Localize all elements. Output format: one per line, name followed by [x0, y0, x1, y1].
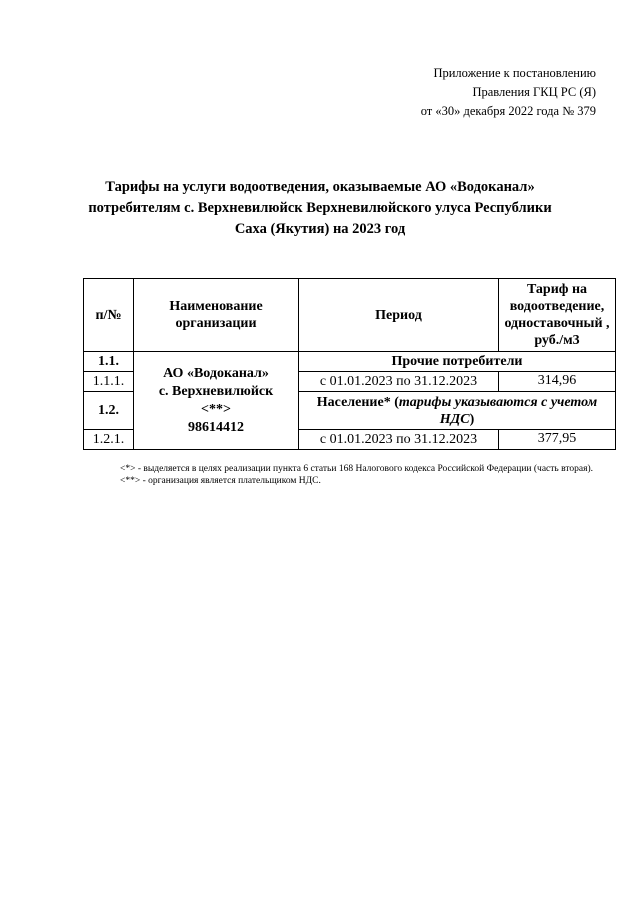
appendix-header: [421, 64, 596, 121]
document-title: [60, 177, 580, 240]
footnote-2: <**> - организация является плательщиком НДС.: [120, 476, 321, 486]
title-line-2: потребителям с. Верхневилюйск Верхневилюйского улуса Республики: [88, 200, 552, 216]
row-num: 1.1.1.: [84, 372, 134, 392]
row-num: 1.1.: [84, 352, 134, 372]
title-line-3: Саха (Якутия) на 2023 год: [234, 221, 406, 237]
tariff-table: [83, 278, 616, 450]
header-org: Наименование организации: [134, 279, 299, 352]
org-name: АО «Водоканал»: [163, 365, 269, 381]
org-cell: [134, 352, 299, 450]
section-label-italic: тарифы указываются с учетом НДС: [398, 394, 598, 427]
row-period: с 01.01.2023 по 31.12.2023: [299, 430, 499, 450]
table-header-row: [84, 279, 616, 352]
org-code: 98614412: [188, 419, 244, 435]
appendix-line-1: Приложение к постановлению: [433, 66, 596, 80]
row-tariff: 377,95: [499, 430, 616, 450]
row-tariff: 314,96: [499, 372, 616, 392]
header-period: Период: [299, 279, 499, 352]
section-label-plain: Население* (: [316, 394, 399, 410]
header-num: п/№: [84, 279, 134, 352]
org-location: с. Верхневилюйск: [158, 383, 274, 399]
table-row: [84, 352, 616, 372]
section-label: Прочие потребители: [299, 352, 616, 372]
footnote-1: <*> - выделяется в целях реализации пункта 6 статьи 168 Налогового кодекса Российской Федерации (часть вторая).: [120, 464, 594, 474]
header-tariff: Тариф на водоотведение, одноставочный , руб./м3: [499, 279, 616, 352]
section-label: [299, 392, 616, 430]
row-num: 1.2.: [84, 392, 134, 430]
title-line-1: Тарифы на услуги водоотведения, оказываемые АО «Водоканал»: [105, 179, 535, 195]
row-period: с 01.01.2023 по 31.12.2023: [299, 372, 499, 392]
row-num: 1.2.1.: [84, 430, 134, 450]
footnotes: [76, 463, 606, 487]
org-note-ref: <**>: [201, 401, 231, 417]
section-label-end: ): [469, 411, 475, 427]
appendix-line-3: от «30» декабря 2022 года № 379: [420, 104, 596, 118]
appendix-line-2: Правления ГКЦ РС (Я): [472, 85, 596, 99]
